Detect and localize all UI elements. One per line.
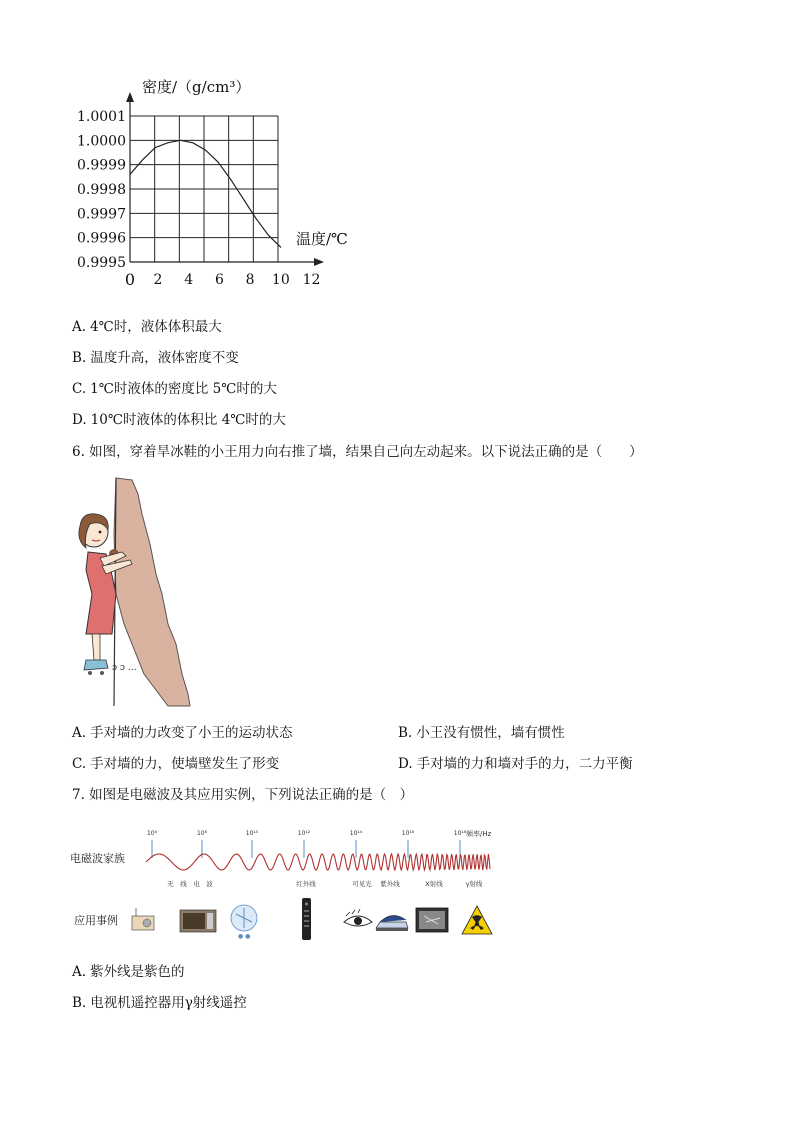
skater-pushing-wall-figure [72,474,202,710]
em-tick-label: 10⁶ [146,830,158,837]
em-tick-label: 10¹⁶ [401,830,415,837]
em-band-label: X射线 [425,880,443,888]
q6-option-c-text: 手对墙的力，使墙壁发生了形变 [90,756,280,772]
em-frequency-unit: 频率/Hz [466,830,492,838]
chart-y-tick-label: 0.9997 [77,206,126,223]
radio-icon [132,908,154,930]
q5-option-a-text: 4℃时，液体体积最大 [90,319,222,335]
q6-option-b-label: B. [398,725,413,741]
microwave-oven-icon [180,910,216,932]
q6-option-c [72,755,279,773]
q7-option-a [72,963,185,981]
chart-xlabel: 温度/℃ [296,230,348,248]
chart-ylabel: 密度/（g/cm³） [142,78,251,96]
q7-option-b-text: 电视机遥控器用γ射线遥控 [90,995,247,1011]
q6-option-c-label: C. [72,756,87,772]
chart-x-tick-label: 8 [245,272,255,288]
q5-option-b-label: B. [72,350,87,366]
satellite-icon [231,905,257,940]
xray-film-icon [416,908,448,932]
density-curve [130,140,281,247]
eye-icon [344,909,372,926]
q5-option-c-text: 1℃时液体的密度比 5℃时的大 [90,381,277,397]
q5-option-c-label: C. [72,381,87,397]
em-tick-label: 10¹⁰ [245,830,259,837]
q7-question: 7. 如图是电磁波及其应用实例，下列说法正确的是（ ） [72,787,414,803]
radiation-warning-icon [462,906,492,934]
q7-option-b [72,994,247,1012]
em-band-label: 可见光 [352,880,372,888]
chart-x-tick-label: 10 [271,272,290,288]
em-tick-label: 10¹⁴ [349,830,363,837]
svg-text:ɔ ɔ …: ɔ ɔ … [112,663,137,673]
q5-option-a [72,318,222,336]
chart-x-tick-label: 12 [302,272,321,288]
q7-option-a-text: 紫外线是紫色的 [90,964,185,980]
em-tick-label: 10⁸ [196,830,208,837]
chart-y-tick-label: 0.9996 [77,230,126,247]
q6-option-a-text: 手对墙的力改变了小王的运动状态 [90,725,293,741]
q6-option-b [398,724,565,742]
q6-option-d-label: D. [398,756,413,772]
q5-option-d-label: D. [72,412,87,428]
chart-y-tick-label: 0.9999 [77,157,126,174]
electromagnetic-spectrum-figure [70,822,510,942]
q6-option-d-text: 手对墙的力和墙对手的力，二力平衡 [416,756,633,772]
q6-question: 6. 如图，穿着旱冰鞋的小王用力向右推了墙，结果自己向左动起来。以下说法正确的是（ ） [72,444,643,460]
chart-y-tick-label: 0.9995 [77,255,126,271]
chart-x-tick-label: 4 [184,272,194,288]
chart-y-tick-label: 0.9998 [77,182,126,198]
chart-y-ticks [77,109,126,271]
em-frequency-ticks [147,830,467,858]
em-wave [146,854,490,870]
chart-grid [130,116,278,262]
em-band-label: 无 线 电 波 [167,880,213,888]
q5-option-a-label: A. [72,319,87,335]
em-band-labels [167,879,483,888]
density-temperature-chart [60,70,380,300]
q5-option-b-text: 温度升高，液体密度不变 [90,350,239,366]
em-band-label: 红外线 [296,880,316,888]
chart-x-ticks [125,270,321,289]
chart-x-tick-label: 2 [153,272,163,288]
q5-option-d-text: 10℃时液体的体积比 4℃时的大 [90,412,286,428]
chart-y-axis-arrow [126,92,134,102]
q6-option-b-text: 小王没有惯性，墙有惯性 [416,725,565,741]
remote-control-icon [302,898,311,940]
em-tick-label: 10¹⁸ [453,830,467,837]
chart-x-axis-arrow [314,258,324,266]
q7-option-a-label: A. [72,964,87,980]
q6-option-d [398,755,633,773]
svg-text:● ●: ● ● [238,933,251,940]
em-band-label: 紫外线 [380,880,400,888]
chart-y-tick-label: 1.0000 [77,133,126,150]
em-row2-label: 应用事例 [74,914,118,927]
chart-x-origin-label: 0 [124,270,136,289]
q6-option-a [72,724,293,742]
chart-y-tick-label: 1.0001 [77,109,126,125]
tanning-bed-icon [376,915,408,931]
em-row1-label: 电磁波家族 [70,852,125,865]
em-band-label: γ射线 [465,880,483,888]
chart-axes [126,92,324,266]
q5-option-d [72,411,286,429]
q6-option-a-label: A. [72,725,87,741]
em-tick-label: 10¹² [297,830,311,837]
q5-option-b [72,349,239,367]
chart-x-tick-label: 6 [214,272,224,288]
q7-option-b-label: B. [72,995,87,1011]
q5-option-c [72,380,277,398]
